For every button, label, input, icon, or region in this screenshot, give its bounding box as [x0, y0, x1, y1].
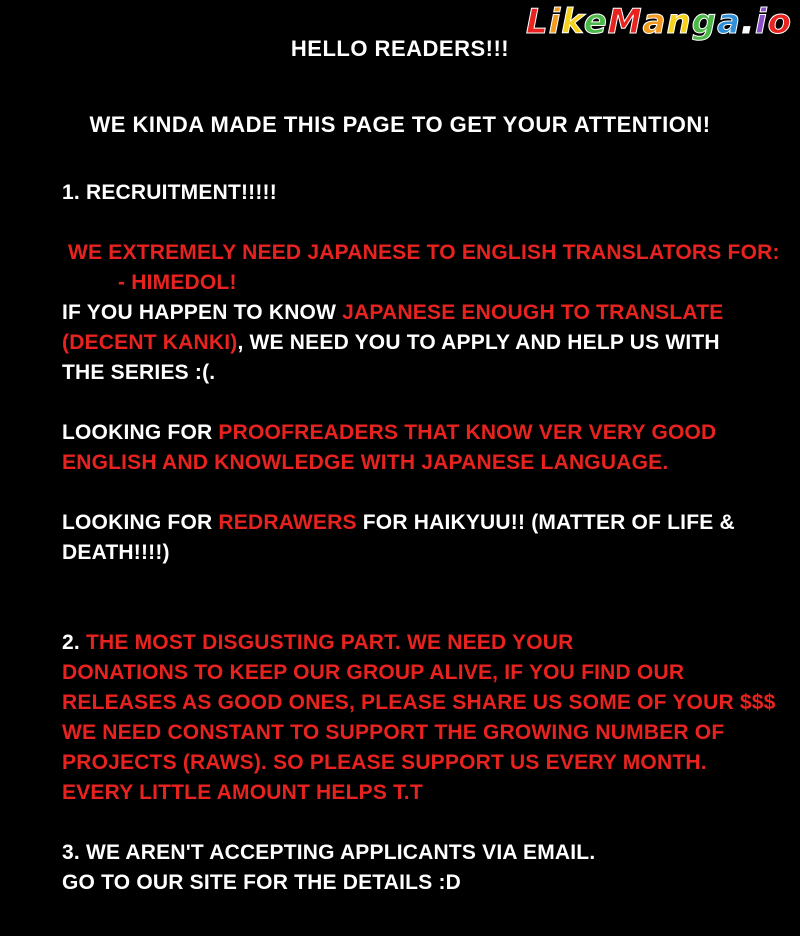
watermark-letter: k — [561, 2, 584, 42]
donation-line-5: PROJECTS (RAWS). SO PLEASE SUPPORT US EVERY MONTH. — [62, 751, 707, 774]
watermark-letter: n — [666, 2, 692, 42]
proofreader-line-2: ENGLISH AND KNOWLEDGE WITH JAPANESE LANGUAGE. — [62, 451, 669, 474]
watermark-letter: M — [607, 2, 643, 42]
donation-line-2: DONATIONS TO KEEP OUR GROUP ALIVE, IF YOU FIND OUR — [62, 661, 685, 684]
watermark-letter: L — [525, 2, 549, 42]
redrawer-line-1-text: LOOKING FOR — [62, 511, 219, 534]
donation-line-3: RELEASES AS GOOD ONES, PLEASE SHARE US SOME OF YOUR $$$ — [62, 691, 776, 714]
proofreader-line-1-highlight: PROOFREADERS THAT KNOW VER VERY GOOD — [218, 421, 717, 444]
redrawer-line-1 — [62, 508, 735, 538]
watermark-letter: g — [691, 2, 718, 42]
section2-number: 2. — [62, 631, 86, 654]
watermark-letter: e — [583, 2, 608, 42]
watermark-letter: . — [741, 2, 755, 42]
redrawer-line-1-tail: FOR HAIKYUU!! (MATTER OF LIFE & — [356, 511, 735, 534]
redrawer-line-2: DEATH!!!!) — [62, 541, 170, 564]
page-title: HELLO READERS!!! — [290, 36, 510, 61]
donation-line-1-text: THE MOST DISGUSTING PART. WE NEED YOUR — [85, 631, 574, 654]
watermark-letter: o — [767, 2, 792, 42]
watermark-letter: i — [754, 2, 768, 42]
apply-line-2-highlight: (DECENT KANKI) — [62, 331, 238, 354]
page-subtitle: WE KINDA MADE THIS PAGE TO GET YOUR ATTENTION! — [89, 112, 711, 137]
watermark-letter: a — [642, 2, 667, 42]
proofreader-line-1-text: LOOKING FOR — [62, 421, 219, 444]
email-notice-line: 3. WE AREN'T ACCEPTING APPLICANTS VIA EMAIL. — [62, 841, 596, 864]
proofreader-line-1 — [62, 418, 716, 448]
apply-line-2-text: , WE NEED YOU TO APPLY AND HELP US WITH — [237, 331, 720, 354]
donation-line-1 — [62, 628, 573, 658]
series-item-himedol: - HIMEDOL! — [118, 271, 237, 294]
apply-line-1 — [62, 298, 723, 328]
section1-heading: 1. RECRUITMENT!!!!! — [62, 181, 277, 204]
translator-need-line: WE EXTREMELY NEED JAPANESE TO ENGLISH TRANSLATORS FOR: — [68, 241, 780, 264]
apply-line-3: THE SERIES :(. — [62, 361, 216, 384]
donation-line-4: WE NEED CONSTANT TO SUPPORT THE GROWING NUMBER OF — [62, 721, 725, 744]
apply-line-1-text: IF YOU HAPPEN TO KNOW — [62, 301, 343, 324]
site-details-line: GO TO OUR SITE FOR THE DETAILS :D — [62, 871, 461, 894]
apply-line-1-highlight: JAPANESE ENOUGH TO TRANSLATE — [342, 301, 724, 324]
redrawer-line-1-highlight: REDRAWERS — [218, 511, 357, 534]
watermark-letter: a — [717, 2, 742, 42]
watermark-letter: i — [548, 2, 562, 42]
donation-line-6: EVERY LITTLE AMOUNT HELPS T.T — [62, 781, 423, 804]
apply-line-2 — [62, 328, 720, 358]
